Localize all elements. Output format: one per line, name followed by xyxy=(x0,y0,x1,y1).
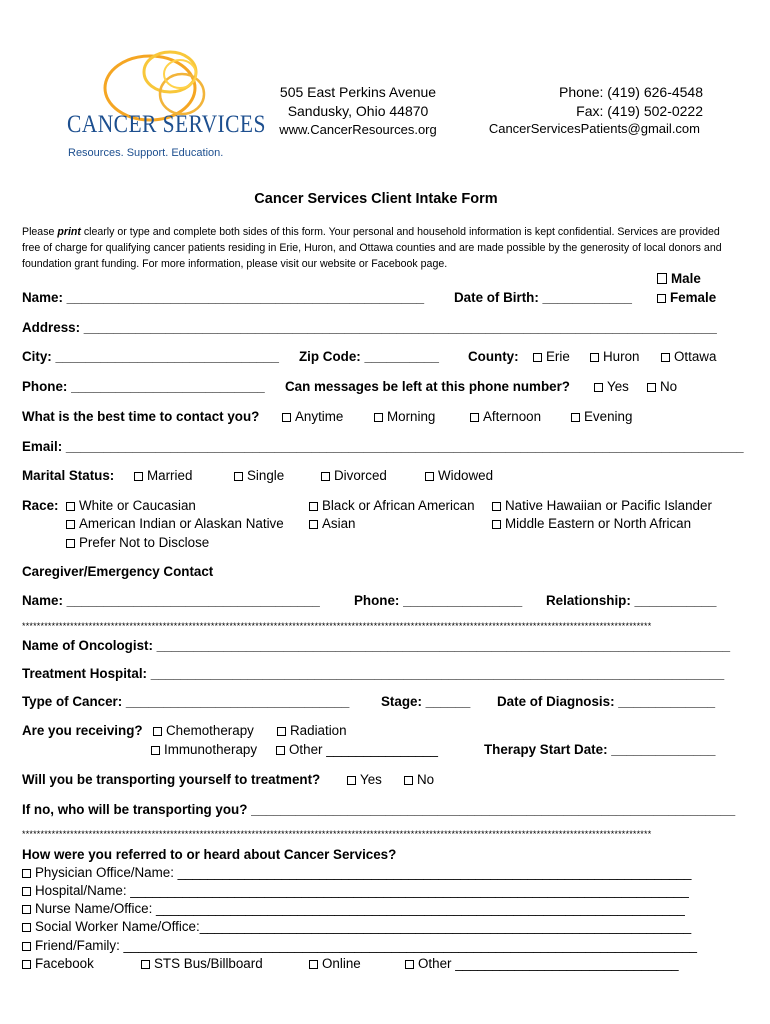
checkbox-icon[interactable] xyxy=(321,472,330,481)
checkbox-icon[interactable] xyxy=(22,869,31,878)
stage-field[interactable]: Stage: ______ xyxy=(381,694,471,709)
referral-nurse[interactable]: Nurse Name/Office: _______________________________________________________________________ xyxy=(22,902,685,915)
checkbox-icon[interactable] xyxy=(590,353,599,362)
time-anytime[interactable]: Anytime xyxy=(282,410,343,423)
messages-yes[interactable]: Yes xyxy=(594,380,629,393)
checkbox-icon[interactable] xyxy=(533,353,542,362)
checkbox-icon[interactable] xyxy=(151,746,160,755)
checkbox-icon[interactable] xyxy=(404,776,413,785)
checkbox-icon[interactable] xyxy=(492,520,501,529)
transport-who-field[interactable]: If no, who will be transporting you? _________________________________________________________________ xyxy=(22,802,736,817)
checkbox-icon[interactable] xyxy=(22,960,31,969)
logo-tagline: Resources. Support. Education. xyxy=(68,147,224,159)
gender-female[interactable]: Female xyxy=(657,291,716,304)
contact-phone: Phone: (419) 626-4548 xyxy=(559,84,703,100)
checkbox-icon[interactable] xyxy=(22,887,31,896)
checkbox-icon[interactable] xyxy=(309,960,318,969)
checkbox-icon[interactable] xyxy=(571,413,580,422)
phone-field[interactable]: Phone: __________________________ xyxy=(22,379,265,394)
checkbox-icon[interactable] xyxy=(661,353,670,362)
race-label: Race: xyxy=(22,498,59,513)
checkbox-icon[interactable] xyxy=(66,502,75,511)
email-field[interactable]: Email: ___________________________________________________________________________________________ xyxy=(22,439,744,454)
treatment-chemo[interactable]: Chemotherapy xyxy=(153,724,254,737)
referral-online[interactable]: Online xyxy=(309,957,361,970)
therapy-start-field[interactable]: Therapy Start Date: ______________ xyxy=(484,742,716,757)
address-field[interactable]: Address: _____________________________________________________________________________________ xyxy=(22,320,717,335)
divider-stars: ************************************************************************************************************************************************************************** xyxy=(22,622,652,631)
checkbox-icon[interactable] xyxy=(309,520,318,529)
referral-hospital[interactable]: Hospital/Name: ___________________________________________________________________________ xyxy=(22,884,689,897)
checkbox-icon[interactable] xyxy=(22,905,31,914)
marital-widowed[interactable]: Widowed xyxy=(425,469,493,482)
oncologist-field[interactable]: Name of Oncologist: _____________________________________________________________________________ xyxy=(22,638,731,653)
name-field[interactable]: Name: ________________________________________________ xyxy=(22,290,425,305)
checkbox-icon[interactable] xyxy=(277,727,286,736)
caregiver-name[interactable]: Name: __________________________________ xyxy=(22,593,320,608)
address-line-2: Sandusky, Ohio 44870 xyxy=(287,103,429,119)
race-american-indian[interactable]: American Indian or Alaskan Native xyxy=(66,517,284,530)
website-link[interactable]: www.CancerResources.org xyxy=(279,122,437,137)
race-middle-eastern[interactable]: Middle Eastern or North African xyxy=(492,517,691,530)
transport-no[interactable]: No xyxy=(404,773,434,786)
treatment-immuno[interactable]: Immunotherapy xyxy=(151,743,257,756)
receiving-label: Are you receiving? xyxy=(22,723,143,738)
checkbox-icon[interactable] xyxy=(405,960,414,969)
checkbox-icon[interactable] xyxy=(374,413,383,422)
contact-fax: Fax: (419) 502-0222 xyxy=(576,103,703,119)
checkbox-icon[interactable] xyxy=(22,942,31,951)
time-morning[interactable]: Morning xyxy=(374,410,435,423)
checkbox-icon[interactable] xyxy=(647,383,656,392)
checkbox-icon[interactable] xyxy=(134,472,143,481)
checkbox-icon[interactable] xyxy=(141,960,150,969)
marital-married[interactable]: Married xyxy=(134,469,192,482)
caregiver-phone[interactable]: Phone: ________________ xyxy=(354,593,523,608)
race-white[interactable]: White or Caucasian xyxy=(66,499,196,512)
checkbox-icon[interactable] xyxy=(66,520,75,529)
messages-no[interactable]: No xyxy=(647,380,677,393)
gender-male[interactable]: Male xyxy=(657,272,701,285)
caregiver-relationship[interactable]: Relationship: ___________ xyxy=(546,593,717,608)
cancer-type-field[interactable]: Type of Cancer: ______________________________ xyxy=(22,694,350,709)
contact-email[interactable]: CancerServicesPatients@gmail.com xyxy=(488,121,700,136)
treatment-radiation[interactable]: Radiation xyxy=(277,724,347,737)
county-erie[interactable]: Erie xyxy=(533,350,570,363)
checkbox-icon[interactable] xyxy=(276,746,285,755)
race-hawaiian[interactable]: Native Hawaiian or Pacific Islander xyxy=(492,499,712,512)
address-line-1: 505 East Perkins Avenue xyxy=(279,84,437,100)
marital-single[interactable]: Single xyxy=(234,469,284,482)
referral-heading: How were you referred to or heard about Cancer Services? xyxy=(22,847,397,862)
checkbox-icon[interactable] xyxy=(425,472,434,481)
city-field[interactable]: City: ______________________________ xyxy=(22,349,279,364)
marital-label: Marital Status: xyxy=(22,468,115,483)
county-huron[interactable]: Huron xyxy=(590,350,639,363)
checkbox-icon[interactable] xyxy=(492,502,501,511)
checkbox-icon[interactable] xyxy=(22,923,31,932)
checkbox-icon[interactable] xyxy=(234,472,243,481)
best-time-label: What is the best time to contact you? xyxy=(22,409,260,424)
logo xyxy=(62,44,266,162)
messages-label: Can messages be left at this phone number? xyxy=(285,379,570,394)
race-asian[interactable]: Asian xyxy=(309,517,356,530)
referral-other[interactable]: Other ______________________________ xyxy=(405,957,679,970)
logo-name: CANCER SERVICES xyxy=(67,111,266,138)
hospital-field[interactable]: Treatment Hospital: _____________________________________________________________________________ xyxy=(22,666,725,681)
form-title: Cancer Services Client Intake Form xyxy=(254,191,498,207)
race-black[interactable]: Black or African American xyxy=(309,499,475,512)
diagnosis-date-field[interactable]: Date of Diagnosis: _____________ xyxy=(497,694,716,709)
transport-yes[interactable]: Yes xyxy=(347,773,382,786)
checkbox-icon[interactable] xyxy=(66,539,75,548)
time-afternoon[interactable]: Afternoon xyxy=(470,410,541,423)
marital-divorced[interactable]: Divorced xyxy=(321,469,387,482)
time-evening[interactable]: Evening xyxy=(571,410,632,423)
treatment-other[interactable]: Other _______________ xyxy=(276,743,438,756)
referral-bus[interactable]: STS Bus/Billboard xyxy=(141,957,263,970)
referral-physician[interactable]: Physician Office/Name: _____________________________________________________________________ xyxy=(22,866,692,879)
checkbox-icon[interactable] xyxy=(282,413,291,422)
caregiver-heading: Caregiver/Emergency Contact xyxy=(22,564,214,579)
checkbox-icon[interactable] xyxy=(470,413,479,422)
zip-field[interactable]: Zip Code: __________ xyxy=(299,349,439,364)
transport-label: Will you be transporting yourself to treatment? xyxy=(22,772,321,787)
county-label: County: xyxy=(468,349,519,364)
checkbox-icon[interactable] xyxy=(657,273,667,284)
checkbox-icon[interactable] xyxy=(594,383,603,392)
intro-text: Please print clearly or type and complete both sides of this form. Your personal and household information is kept confidential. Services are provided free of charge for qualifying cancer patients residing in Erie, Huron, and Ottawa counties and are made possible by the generosity of local donors and foundation grant funding. For more information, please visit our website or Facebook page. xyxy=(22,226,722,270)
checkbox-icon[interactable] xyxy=(153,727,162,736)
checkbox-icon[interactable] xyxy=(657,294,666,303)
county-ottawa[interactable]: Ottawa xyxy=(661,350,716,363)
divider-stars-2: ************************************************************************************************************************************************************************** xyxy=(22,830,652,839)
referral-facebook[interactable]: Facebook xyxy=(22,957,94,970)
checkbox-icon[interactable] xyxy=(347,776,356,785)
dob-field[interactable]: Date of Birth: ____________ xyxy=(454,290,632,305)
race-not-disclose[interactable]: Prefer Not to Disclose xyxy=(66,536,209,549)
checkbox-icon[interactable] xyxy=(309,502,318,511)
referral-social-worker[interactable]: Social Worker Name/Office:__________________________________________________________________ xyxy=(22,920,691,933)
referral-friend[interactable]: Friend/Family: _____________________________________________________________________________ xyxy=(22,939,697,952)
